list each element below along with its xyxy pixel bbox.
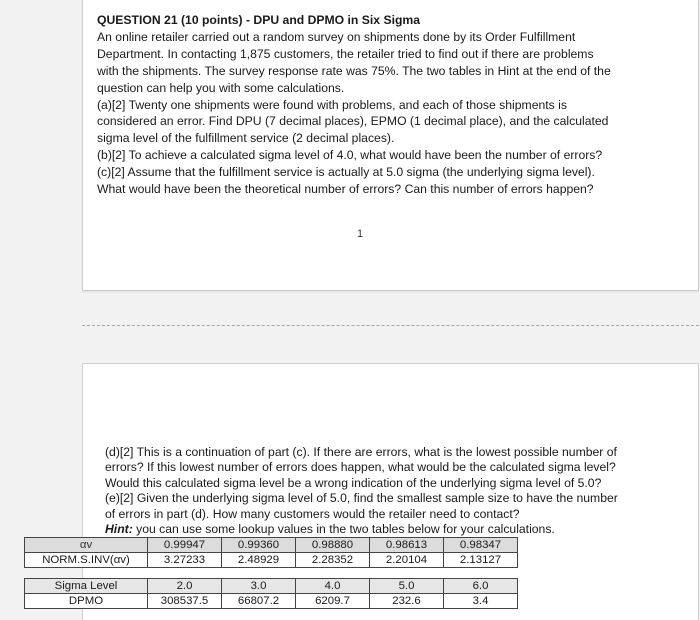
table-cell: 308537.5 — [148, 594, 222, 609]
question-text — [97, 12, 687, 198]
question-line: What would have been the theoretical number of errors? Can this number of errors happen? — [97, 182, 594, 197]
continuation-line: (e)[2] Given the underlying sigma level of 5.0, find the smallest sample size to have the number — [105, 491, 618, 506]
alpha-lookup-table — [24, 537, 518, 568]
table-cell: 0.98347 — [444, 538, 518, 553]
document-page-1 — [82, 0, 699, 291]
page-break-divider — [82, 325, 699, 326]
table-row-label: NORM.S.INV(αv) — [25, 553, 148, 568]
table-row-label: DPMO — [25, 594, 148, 609]
table-cell: 66807.2 — [222, 594, 296, 609]
question-title: QUESTION 21 (10 points) - DPU and DPMO in Six Sigma — [97, 13, 421, 27]
question-line: (b)[2] To achieve a calculated sigma level of 4.0, what would have been the number of errors? — [97, 148, 603, 163]
table-row — [25, 553, 518, 568]
continuation-line: Would this calculated sigma level be a wrong indication of the underlying sigma level of 5.0? — [105, 475, 602, 490]
table-cell: 2.28352 — [296, 553, 370, 568]
table-cell: 2.20104 — [370, 553, 444, 568]
table-row — [25, 594, 518, 609]
question-line: sigma level of the fulfillment service (2 decimal places). — [97, 131, 395, 146]
question-line: considered an error. Find DPU (7 decimal places), EPMO (1 decimal place), and the calculated — [97, 114, 609, 129]
continuation-line: (d)[2] This is a continuation of part (c). If there are errors, what is the lowest possible number of — [105, 445, 617, 459]
continuation-line: errors? If this lowest number of errors does happen, what would be the calculated sigma level? — [105, 460, 616, 475]
table-cell: 2.48929 — [222, 553, 296, 568]
table-cell: 232.6 — [370, 594, 444, 609]
question-line: with the shipments. The survey response rate was 75%. The two tables in Hint at the end of the — [97, 63, 611, 78]
continuation-text — [105, 445, 690, 537]
table-cell: 0.98613 — [370, 538, 444, 553]
table-cell: 3.27233 — [148, 553, 222, 568]
continuation-line: of errors in part (d). How many customers would the retailer need to contact? — [105, 506, 520, 521]
question-line: (c)[2] Assume that the fulfillment service is actually at 5.0 sigma (the underlying sigma level). — [97, 165, 595, 180]
table-cell: 3.0 — [222, 579, 296, 594]
table-row — [25, 579, 518, 594]
table-cell: 2.0 — [148, 579, 222, 594]
question-line: question can help you with some calculations. — [97, 80, 345, 95]
table-cell: 2.13127 — [444, 553, 518, 568]
table-row-label: Sigma Level — [25, 579, 148, 594]
table-cell: 6209.7 — [296, 594, 370, 609]
table-cell: 0.99360 — [222, 538, 296, 553]
question-line: An online retailer carried out a random survey on shipments done by its Order Fulfillment — [97, 29, 576, 44]
page-number: 1 — [357, 228, 364, 240]
table-cell: 3.4 — [444, 594, 518, 609]
table-cell: 0.99947 — [148, 538, 222, 553]
table-row-label: αv — [25, 538, 148, 553]
hint-label: Hint: — [105, 522, 133, 537]
question-line: Department. In contacting 1,875 customers, the retailer tried to find out if there are problems — [97, 46, 594, 61]
question-line: (a)[2] Twenty one shipments were found with problems, and each of those shipments is — [97, 97, 567, 112]
table-cell: 5.0 — [370, 579, 444, 594]
sigma-dpmo-table — [24, 578, 518, 609]
hint-line — [105, 522, 690, 537]
table-row — [25, 538, 518, 553]
table-cell: 0.98880 — [296, 538, 370, 553]
hint-text: you can use some lookup values in the two tables below for your calculations. — [132, 522, 555, 537]
table-cell: 4.0 — [296, 579, 370, 594]
table-cell: 6.0 — [444, 579, 518, 594]
